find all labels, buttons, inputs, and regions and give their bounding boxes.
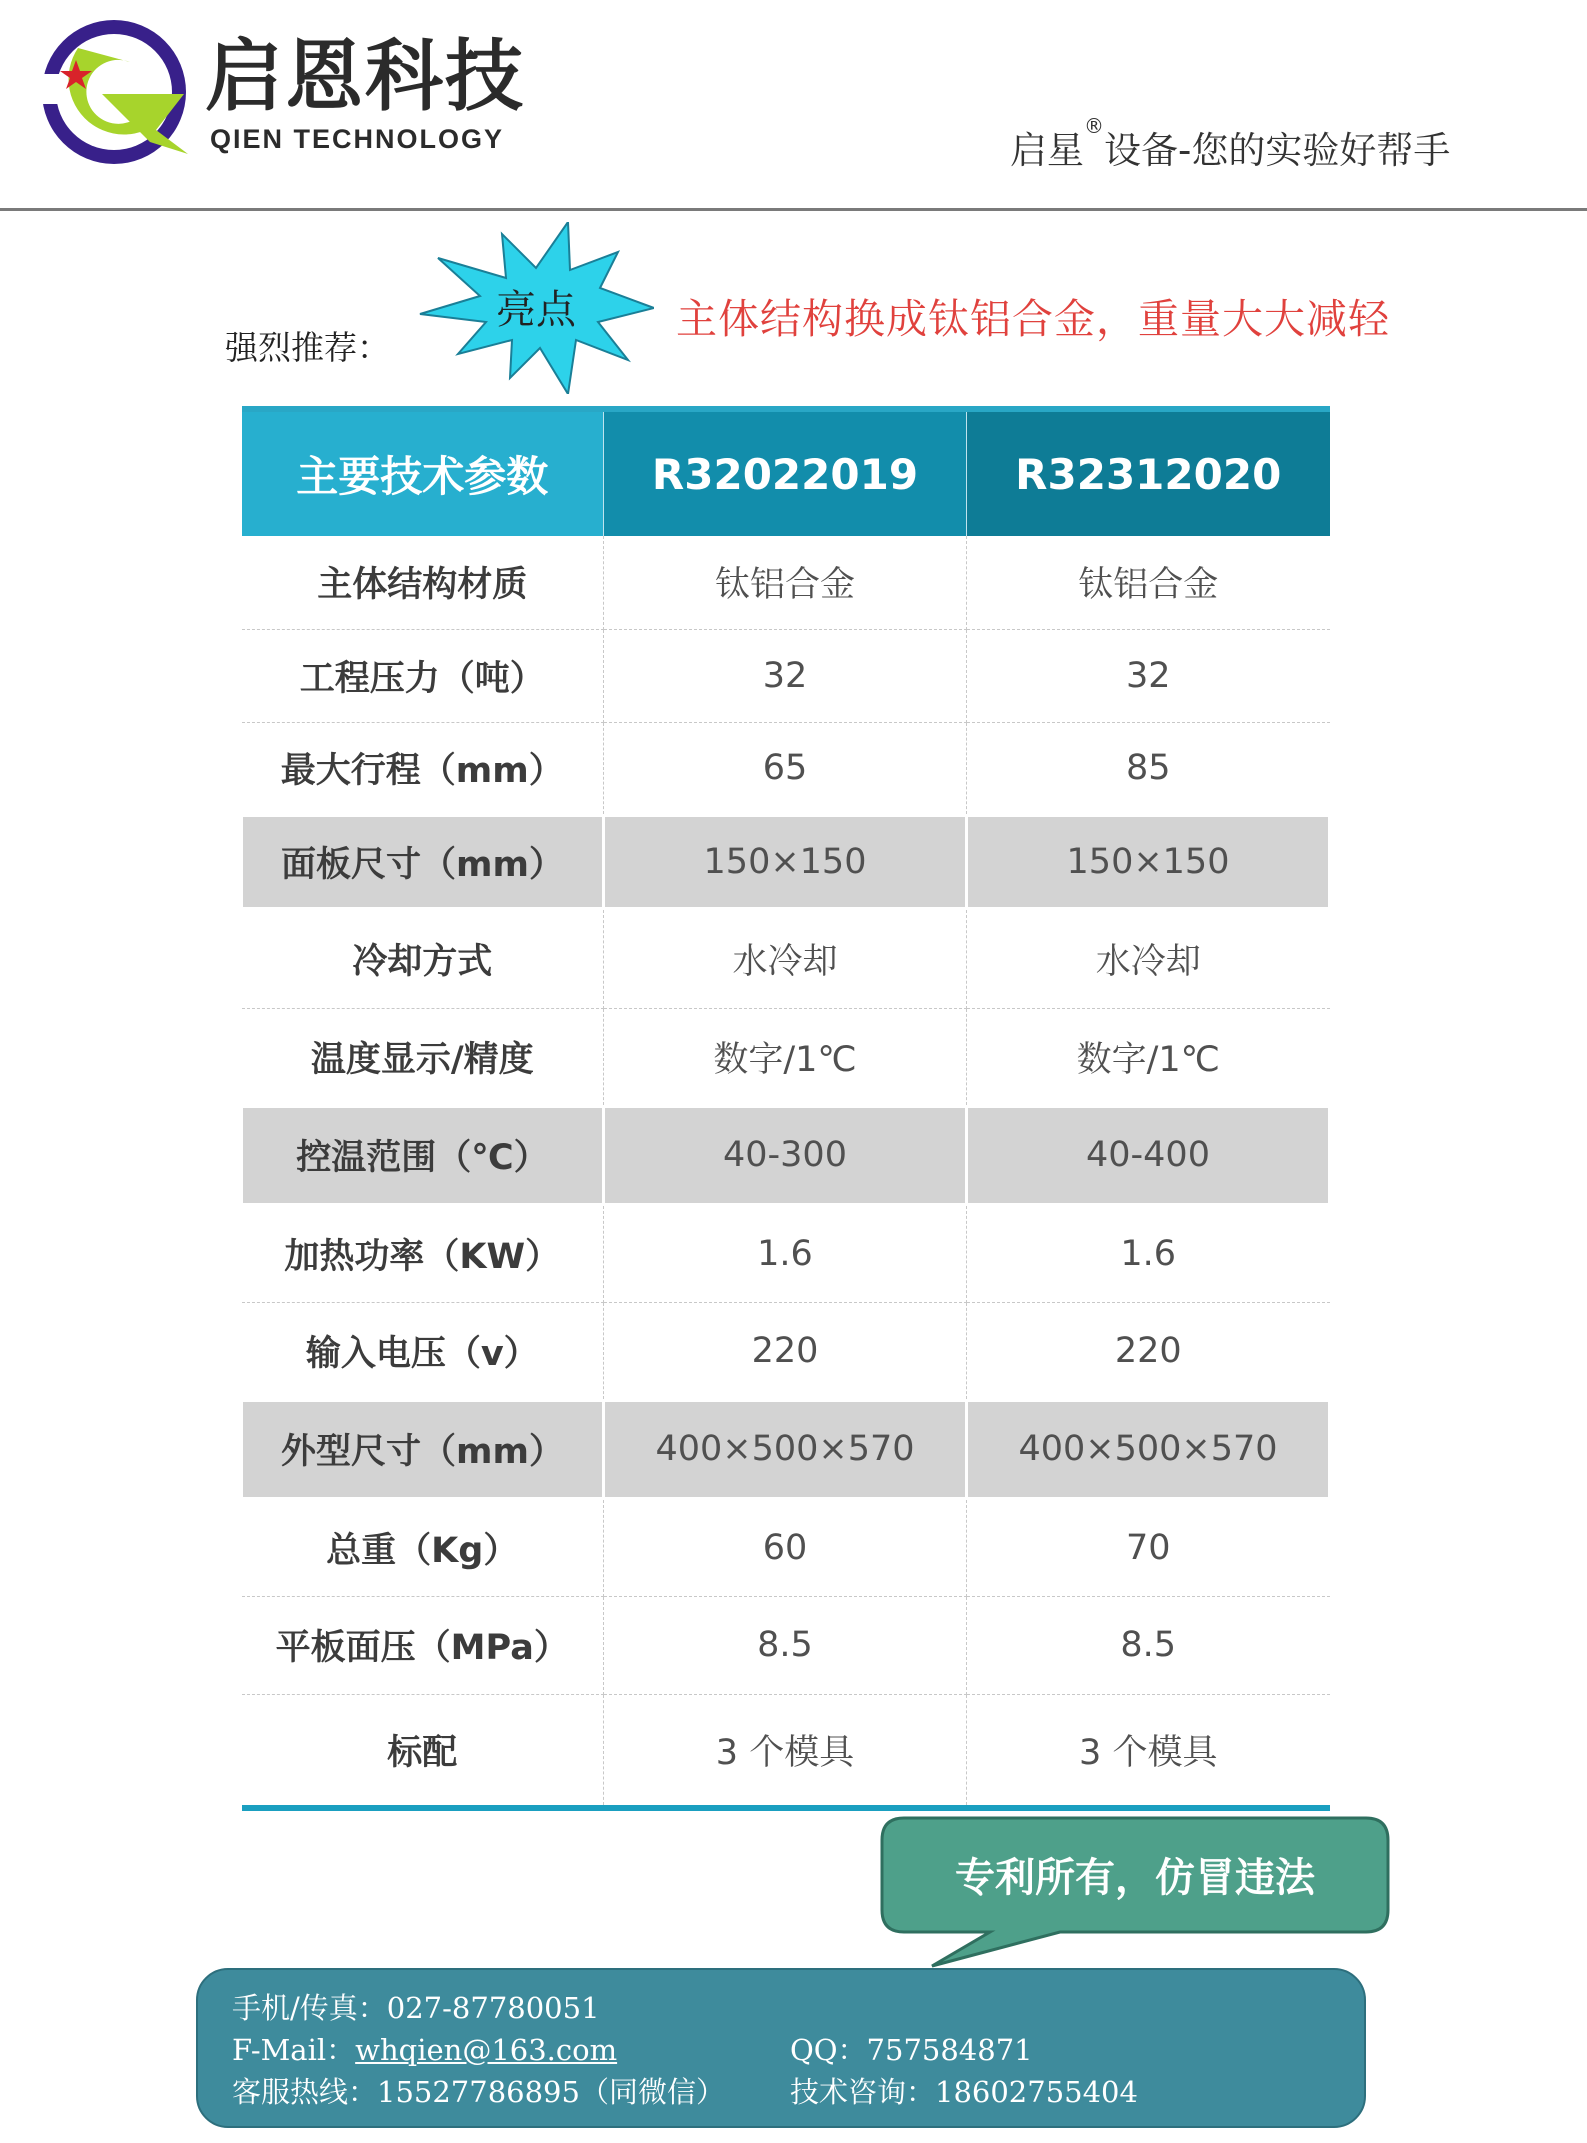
table-row (242, 1302, 1330, 1400)
row-value: 1.6 (604, 1204, 967, 1302)
row-value: 400×500×570 (604, 1400, 967, 1498)
slogan-prefix: 启星 (1010, 129, 1084, 172)
row-label: 最大行程（mm） (242, 722, 604, 815)
table-row (242, 629, 1330, 722)
row-label: 控温范围（℃） (242, 1106, 604, 1204)
row-label: 冷却方式 (242, 908, 604, 1008)
table-row (242, 1008, 1330, 1106)
table-row (242, 536, 1330, 629)
header-model-2: R32312020 (967, 409, 1330, 536)
row-label: 温度显示/精度 (242, 1008, 604, 1106)
row-value: 数字/1℃ (604, 1008, 967, 1106)
table-row (242, 908, 1330, 1008)
row-value: 220 (967, 1302, 1330, 1400)
contact-tech: 技术咨询：18602755404 (790, 2075, 1138, 2109)
row-value: 400×500×570 (967, 1400, 1330, 1498)
patent-warning: 专利所有，仿冒违法 (955, 1855, 1315, 1901)
brand-name-en: QIEN TECHNOLOGY (210, 124, 505, 154)
row-value: 150×150 (604, 815, 967, 908)
row-value: 1.6 (967, 1204, 1330, 1302)
table-row (242, 1204, 1330, 1302)
email-link[interactable]: whqien@163.com (355, 2033, 618, 2067)
slogan-suffix: 设备-您的实验好帮手 (1104, 129, 1451, 172)
row-value: 220 (604, 1302, 967, 1400)
row-label: 输入电压（v） (242, 1302, 604, 1400)
row-label: 工程压力（吨） (242, 629, 604, 722)
row-value: 钛铝合金 (967, 536, 1330, 629)
recommend-label: 强烈推荐： (225, 328, 390, 367)
row-value: 150×150 (967, 815, 1330, 908)
row-value: 60 (604, 1498, 967, 1596)
slogan (1010, 114, 1451, 174)
brand-name-cn: 启恩科技 (205, 32, 526, 122)
table-row (242, 722, 1330, 815)
highlight-text: 主体结构换成钛铝合金，重量大大减轻 (676, 295, 1390, 343)
row-value: 70 (967, 1498, 1330, 1596)
row-label: 面板尺寸（mm） (242, 815, 604, 908)
table-row-shaded (242, 1400, 1330, 1498)
table-row (242, 1498, 1330, 1596)
table-row-shaded (242, 815, 1330, 908)
row-label: 平板面压（MPa） (242, 1596, 604, 1694)
contact-qq: QQ：757584871 (790, 2033, 1033, 2067)
row-value: 水冷却 (967, 908, 1330, 1008)
row-label: 标配 (242, 1694, 604, 1808)
burst-label: 亮点 (496, 287, 576, 333)
row-label: 主体结构材质 (242, 536, 604, 629)
row-label: 总重（Kg） (242, 1498, 604, 1596)
row-value: 8.5 (967, 1596, 1330, 1694)
spec-table (240, 406, 1331, 1811)
header-model-1: R32022019 (604, 409, 967, 536)
contact-phone-fax: 手机/传真：027-87780051 (232, 1991, 600, 2025)
header-divider (0, 208, 1587, 211)
row-label: 加热功率（KW） (242, 1204, 604, 1302)
table-row-shaded (242, 1106, 1330, 1204)
header-param: 主要技术参数 (242, 409, 604, 536)
row-value: 3 个模具 (604, 1694, 967, 1808)
logo-graphic (38, 18, 190, 168)
row-value: 钛铝合金 (604, 536, 967, 629)
row-label: 外型尺寸（mm） (242, 1400, 604, 1498)
row-value: 32 (967, 629, 1330, 722)
row-value: 水冷却 (604, 908, 967, 1008)
row-value: 3 个模具 (967, 1694, 1330, 1808)
registered-mark: ® (1084, 114, 1104, 138)
row-value: 85 (967, 722, 1330, 815)
row-value: 40-300 (604, 1106, 967, 1204)
contact-email-row (232, 2028, 617, 2069)
row-value: 32 (604, 629, 967, 722)
row-value: 40-400 (967, 1106, 1330, 1204)
company-logo (38, 18, 190, 168)
row-value: 数字/1℃ (967, 1008, 1330, 1106)
email-label: F-Mail： (232, 2033, 356, 2067)
table-row (242, 1694, 1330, 1808)
table-header-row (242, 409, 1330, 536)
row-value: 8.5 (604, 1596, 967, 1694)
contact-hotline: 客服热线：15527786895（同微信） (232, 2075, 725, 2109)
row-value: 65 (604, 722, 967, 815)
table-row (242, 1596, 1330, 1694)
